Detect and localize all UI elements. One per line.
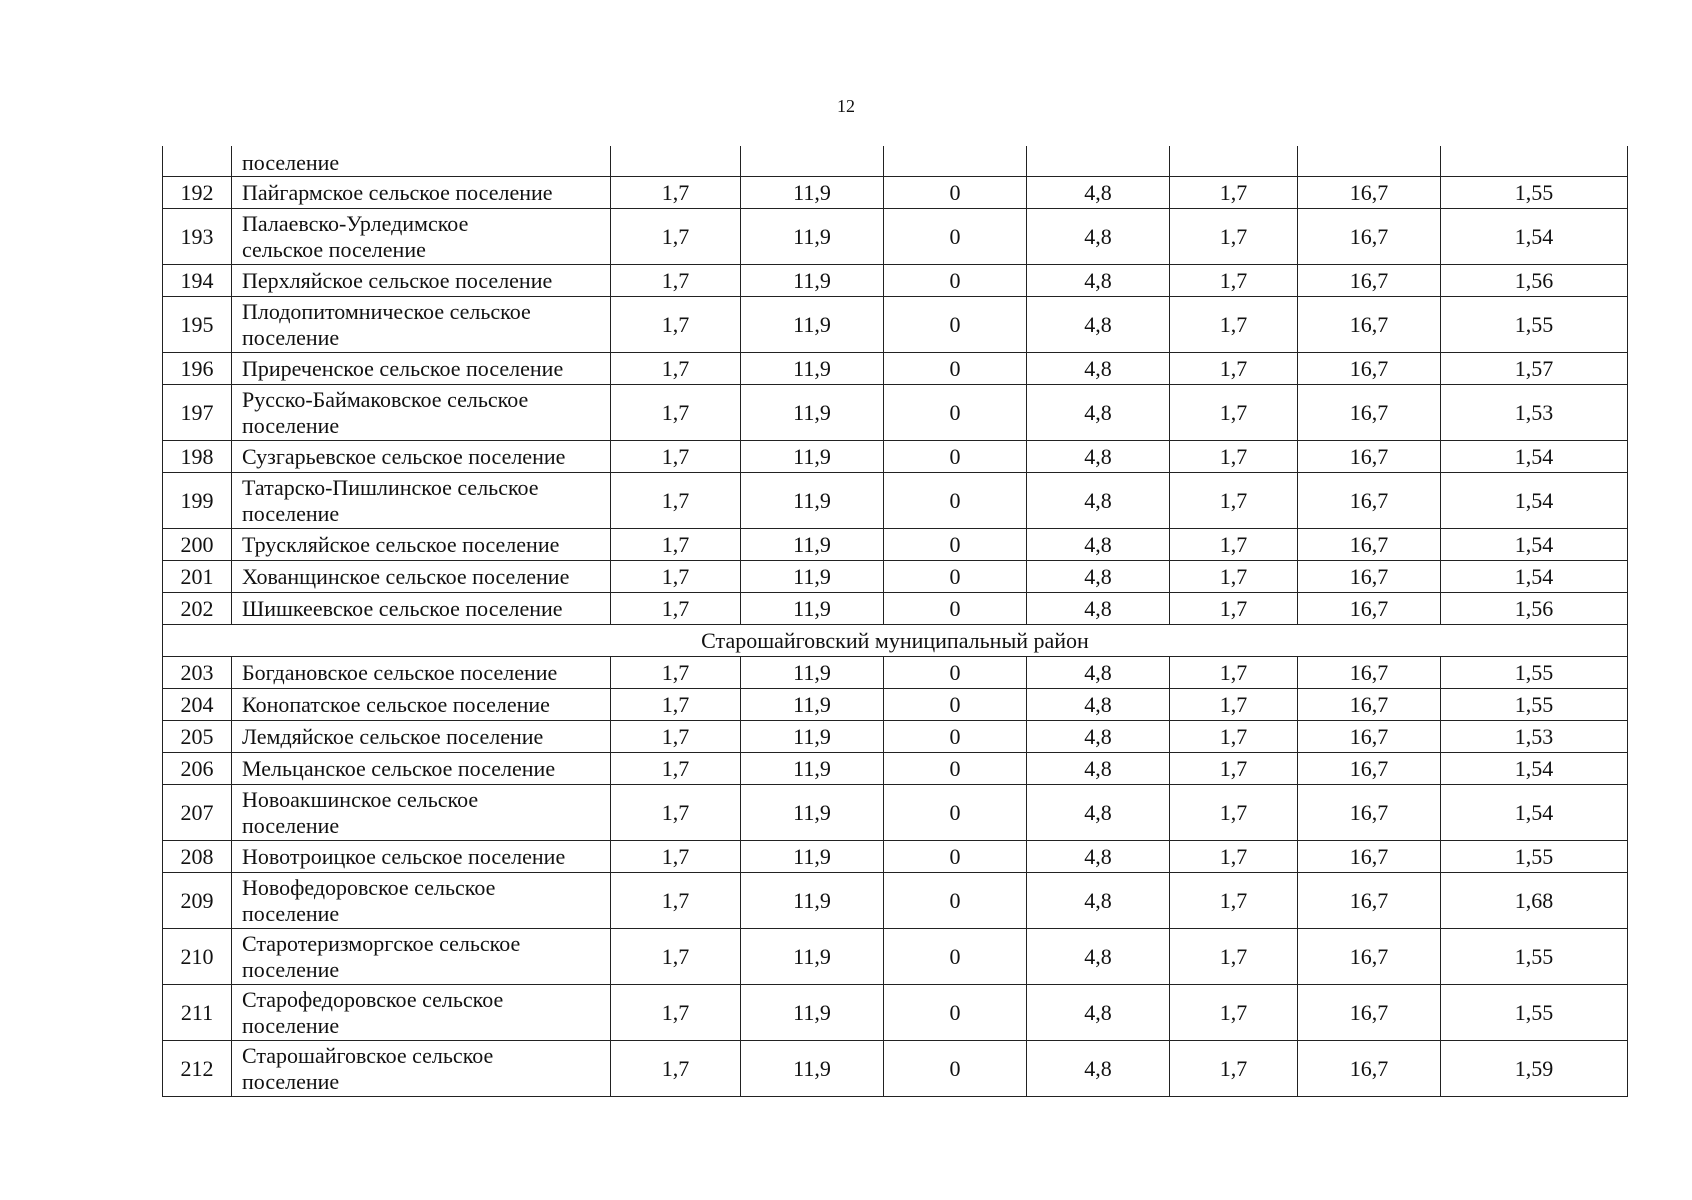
value-cell: 1,55 <box>1441 929 1628 985</box>
row-number-cell: 192 <box>163 177 232 209</box>
value-cell: 11,9 <box>741 753 884 785</box>
table-row <box>163 473 1628 529</box>
value-cell: 16,7 <box>1298 353 1441 385</box>
row-name-cell: Татарско-Пишлинское сельское поселение <box>232 473 611 529</box>
value-cell: 4,8 <box>1027 561 1170 593</box>
value-cell: 11,9 <box>741 177 884 209</box>
row-number-cell: 195 <box>163 297 232 353</box>
value-cell: 4,8 <box>1027 753 1170 785</box>
value-cell: 4,8 <box>1027 593 1170 625</box>
page-number: 12 <box>837 96 855 116</box>
value-cell: 11,9 <box>741 473 884 529</box>
value-cell: 1,7 <box>1170 593 1298 625</box>
row-name-cell: Приреченское сельское поселение <box>232 353 611 385</box>
value-cell: 0 <box>884 209 1027 265</box>
value-cell: 4,8 <box>1027 441 1170 473</box>
value-cell: 0 <box>884 265 1027 297</box>
value-cell: 11,9 <box>741 561 884 593</box>
value-cell: 1,59 <box>1441 1041 1628 1097</box>
value-cell: 0 <box>884 177 1027 209</box>
row-name-cell: Новоакшинское сельское поселение <box>232 785 611 841</box>
value-cell: 4,8 <box>1027 385 1170 441</box>
value-cell: 11,9 <box>741 785 884 841</box>
value-cell: 4,8 <box>1027 265 1170 297</box>
value-cell: 4,8 <box>1027 473 1170 529</box>
value-cell: 16,7 <box>1298 841 1441 873</box>
value-cell: 1,55 <box>1441 985 1628 1041</box>
value-cell: 16,7 <box>1298 1041 1441 1097</box>
row-name-cell: Мельцанское сельское поселение <box>232 753 611 785</box>
value-cell: 1,7 <box>1170 721 1298 753</box>
value-cell: 16,7 <box>1298 177 1441 209</box>
value-cell: 0 <box>884 841 1027 873</box>
value-cell: 11,9 <box>741 441 884 473</box>
value-cell: 0 <box>884 561 1027 593</box>
value-cell: 1,7 <box>1170 385 1298 441</box>
row-name-cell: Перхляйское сельское поселение <box>232 265 611 297</box>
value-cell: 11,9 <box>741 385 884 441</box>
value-cell: 11,9 <box>741 985 884 1041</box>
value-cell: 4,8 <box>1027 657 1170 689</box>
value-cell: 1,7 <box>611 297 741 353</box>
value-cell: 0 <box>884 929 1027 985</box>
row-name-cell: Старошайговское сельское поселение <box>232 1041 611 1097</box>
value-cell <box>1298 146 1441 177</box>
value-cell: 1,7 <box>1170 873 1298 929</box>
row-number-cell: 201 <box>163 561 232 593</box>
value-cell: 11,9 <box>741 529 884 561</box>
value-cell: 1,7 <box>1170 177 1298 209</box>
value-cell: 1,7 <box>611 985 741 1041</box>
value-cell: 0 <box>884 873 1027 929</box>
value-cell: 1,55 <box>1441 297 1628 353</box>
value-cell: 16,7 <box>1298 753 1441 785</box>
value-cell: 11,9 <box>741 353 884 385</box>
value-cell: 1,7 <box>611 689 741 721</box>
row-name-cell: Пайгармское сельское поселение <box>232 177 611 209</box>
value-cell: 4,8 <box>1027 1041 1170 1097</box>
value-cell: 16,7 <box>1298 385 1441 441</box>
table-row <box>163 297 1628 353</box>
row-name-cell: Конопатское сельское поселение <box>232 689 611 721</box>
value-cell: 16,7 <box>1298 689 1441 721</box>
value-cell: 1,7 <box>1170 265 1298 297</box>
row-number-cell: 199 <box>163 473 232 529</box>
data-table <box>162 146 1628 1097</box>
row-number-cell: 196 <box>163 353 232 385</box>
value-cell: 1,54 <box>1441 473 1628 529</box>
value-cell: 1,55 <box>1441 841 1628 873</box>
value-cell: 1,7 <box>1170 1041 1298 1097</box>
value-cell: 11,9 <box>741 297 884 353</box>
value-cell: 0 <box>884 721 1027 753</box>
row-name-cell: Шишкеевское сельское поселение <box>232 593 611 625</box>
section-header-row <box>163 625 1628 657</box>
row-name-cell: Новотроицкое сельское поселение <box>232 841 611 873</box>
table-row <box>163 441 1628 473</box>
value-cell <box>1170 146 1298 177</box>
value-cell: 0 <box>884 753 1027 785</box>
value-cell: 0 <box>884 1041 1027 1097</box>
row-number-cell: 207 <box>163 785 232 841</box>
value-cell: 1,7 <box>1170 985 1298 1041</box>
value-cell: 1,55 <box>1441 689 1628 721</box>
row-number-cell: 212 <box>163 1041 232 1097</box>
value-cell: 1,54 <box>1441 561 1628 593</box>
value-cell: 0 <box>884 297 1027 353</box>
value-cell: 4,8 <box>1027 353 1170 385</box>
value-cell: 1,7 <box>611 929 741 985</box>
table-row <box>163 721 1628 753</box>
value-cell: 4,8 <box>1027 841 1170 873</box>
value-cell: 1,56 <box>1441 265 1628 297</box>
value-cell: 4,8 <box>1027 929 1170 985</box>
row-name-cell: Трускляйское сельское поселение <box>232 529 611 561</box>
value-cell: 16,7 <box>1298 265 1441 297</box>
value-cell: 1,53 <box>1441 385 1628 441</box>
value-cell: 1,7 <box>1170 929 1298 985</box>
value-cell: 4,8 <box>1027 529 1170 561</box>
value-cell: 1,7 <box>1170 689 1298 721</box>
value-cell: 11,9 <box>741 689 884 721</box>
value-cell: 1,7 <box>1170 441 1298 473</box>
value-cell: 16,7 <box>1298 529 1441 561</box>
value-cell: 1,54 <box>1441 785 1628 841</box>
value-cell: 1,7 <box>1170 209 1298 265</box>
value-cell: 1,54 <box>1441 529 1628 561</box>
table-row <box>163 929 1628 985</box>
value-cell: 16,7 <box>1298 873 1441 929</box>
row-number-cell: 210 <box>163 929 232 985</box>
value-cell: 1,7 <box>1170 657 1298 689</box>
value-cell: 4,8 <box>1027 209 1170 265</box>
value-cell: 11,9 <box>741 929 884 985</box>
value-cell: 16,7 <box>1298 985 1441 1041</box>
row-number-cell: 206 <box>163 753 232 785</box>
row-number-cell: 204 <box>163 689 232 721</box>
table-row <box>163 873 1628 929</box>
value-cell: 1,54 <box>1441 209 1628 265</box>
value-cell: 1,7 <box>611 873 741 929</box>
table-row <box>163 561 1628 593</box>
table-row <box>163 265 1628 297</box>
value-cell: 11,9 <box>741 209 884 265</box>
value-cell: 4,8 <box>1027 297 1170 353</box>
row-name-cell: поселение <box>232 146 611 177</box>
value-cell: 0 <box>884 441 1027 473</box>
row-number-cell: 193 <box>163 209 232 265</box>
value-cell: 1,56 <box>1441 593 1628 625</box>
row-name-cell: Сузгарьевское сельское поселение <box>232 441 611 473</box>
value-cell: 0 <box>884 473 1027 529</box>
value-cell: 1,7 <box>1170 785 1298 841</box>
value-cell: 1,54 <box>1441 441 1628 473</box>
value-cell: 0 <box>884 353 1027 385</box>
value-cell: 16,7 <box>1298 785 1441 841</box>
value-cell: 0 <box>884 657 1027 689</box>
table-row <box>163 529 1628 561</box>
value-cell: 1,7 <box>611 441 741 473</box>
table-row <box>163 841 1628 873</box>
value-cell: 1,7 <box>611 177 741 209</box>
value-cell: 1,7 <box>1170 297 1298 353</box>
row-number-cell: 202 <box>163 593 232 625</box>
value-cell: 1,7 <box>1170 473 1298 529</box>
value-cell: 16,7 <box>1298 561 1441 593</box>
value-cell <box>884 146 1027 177</box>
value-cell: 4,8 <box>1027 873 1170 929</box>
value-cell: 1,7 <box>611 785 741 841</box>
value-cell <box>611 146 741 177</box>
value-cell: 1,54 <box>1441 753 1628 785</box>
value-cell: 16,7 <box>1298 721 1441 753</box>
table-row <box>163 209 1628 265</box>
row-number-cell: 209 <box>163 873 232 929</box>
row-name-cell: Старофедоровское сельское поселение <box>232 985 611 1041</box>
row-name-cell: Старотеризморгское сельское поселение <box>232 929 611 985</box>
value-cell: 16,7 <box>1298 657 1441 689</box>
value-cell: 1,7 <box>611 1041 741 1097</box>
value-cell: 1,53 <box>1441 721 1628 753</box>
row-name-cell: Хованщинское сельское поселение <box>232 561 611 593</box>
value-cell: 1,7 <box>611 593 741 625</box>
value-cell: 1,7 <box>1170 529 1298 561</box>
table-row <box>163 593 1628 625</box>
value-cell: 0 <box>884 689 1027 721</box>
row-number-cell <box>163 146 232 177</box>
value-cell: 1,7 <box>1170 561 1298 593</box>
value-cell <box>741 146 884 177</box>
section-title: Старошайговский муниципальный район <box>163 625 1628 657</box>
value-cell: 11,9 <box>741 841 884 873</box>
value-cell: 1,7 <box>1170 353 1298 385</box>
value-cell: 1,57 <box>1441 353 1628 385</box>
value-cell: 1,7 <box>611 529 741 561</box>
value-cell: 11,9 <box>741 593 884 625</box>
table-row <box>163 985 1628 1041</box>
row-name-cell: Русско-Баймаковское сельское поселение <box>232 385 611 441</box>
value-cell: 1,7 <box>1170 753 1298 785</box>
value-cell: 1,7 <box>611 721 741 753</box>
value-cell: 1,7 <box>611 265 741 297</box>
value-cell: 0 <box>884 985 1027 1041</box>
value-cell: 1,68 <box>1441 873 1628 929</box>
value-cell: 1,7 <box>611 753 741 785</box>
value-cell: 16,7 <box>1298 473 1441 529</box>
value-cell: 11,9 <box>741 657 884 689</box>
value-cell: 4,8 <box>1027 985 1170 1041</box>
value-cell: 1,7 <box>611 209 741 265</box>
value-cell: 0 <box>884 385 1027 441</box>
table-row <box>163 657 1628 689</box>
value-cell: 1,7 <box>611 473 741 529</box>
row-name-cell: Богдановское сельское поселение <box>232 657 611 689</box>
value-cell: 4,8 <box>1027 177 1170 209</box>
row-number-cell: 194 <box>163 265 232 297</box>
value-cell: 11,9 <box>741 873 884 929</box>
value-cell: 1,55 <box>1441 177 1628 209</box>
row-number-cell: 197 <box>163 385 232 441</box>
table-row <box>163 785 1628 841</box>
value-cell: 1,7 <box>611 561 741 593</box>
row-number-cell: 198 <box>163 441 232 473</box>
row-name-cell: Палаевско-Урледимское сельское поселение <box>232 209 611 265</box>
value-cell: 16,7 <box>1298 441 1441 473</box>
value-cell: 16,7 <box>1298 297 1441 353</box>
value-cell: 11,9 <box>741 1041 884 1097</box>
value-cell: 1,7 <box>611 841 741 873</box>
value-cell: 0 <box>884 529 1027 561</box>
row-name-cell: Новофедоровское сельское поселение <box>232 873 611 929</box>
row-number-cell: 200 <box>163 529 232 561</box>
value-cell: 1,55 <box>1441 657 1628 689</box>
table-row <box>163 753 1628 785</box>
table-row <box>163 1041 1628 1097</box>
value-cell: 1,7 <box>611 385 741 441</box>
value-cell: 4,8 <box>1027 785 1170 841</box>
value-cell: 11,9 <box>741 721 884 753</box>
value-cell: 1,7 <box>1170 841 1298 873</box>
row-name-cell: Лемдяйское сельское поселение <box>232 721 611 753</box>
value-cell: 16,7 <box>1298 929 1441 985</box>
row-number-cell: 211 <box>163 985 232 1041</box>
value-cell: 16,7 <box>1298 593 1441 625</box>
value-cell: 11,9 <box>741 265 884 297</box>
value-cell <box>1027 146 1170 177</box>
value-cell: 0 <box>884 593 1027 625</box>
table-row <box>163 689 1628 721</box>
row-name-cell: Плодопитомническое сельское поселение <box>232 297 611 353</box>
table-row <box>163 385 1628 441</box>
value-cell <box>1441 146 1628 177</box>
value-cell: 4,8 <box>1027 721 1170 753</box>
row-number-cell: 208 <box>163 841 232 873</box>
table-row <box>163 177 1628 209</box>
row-number-cell: 203 <box>163 657 232 689</box>
value-cell: 1,7 <box>611 353 741 385</box>
row-number-cell: 205 <box>163 721 232 753</box>
value-cell: 1,7 <box>611 657 741 689</box>
value-cell: 16,7 <box>1298 209 1441 265</box>
value-cell: 0 <box>884 785 1027 841</box>
table-row <box>163 353 1628 385</box>
table-row-continuation <box>163 146 1628 177</box>
value-cell: 4,8 <box>1027 689 1170 721</box>
